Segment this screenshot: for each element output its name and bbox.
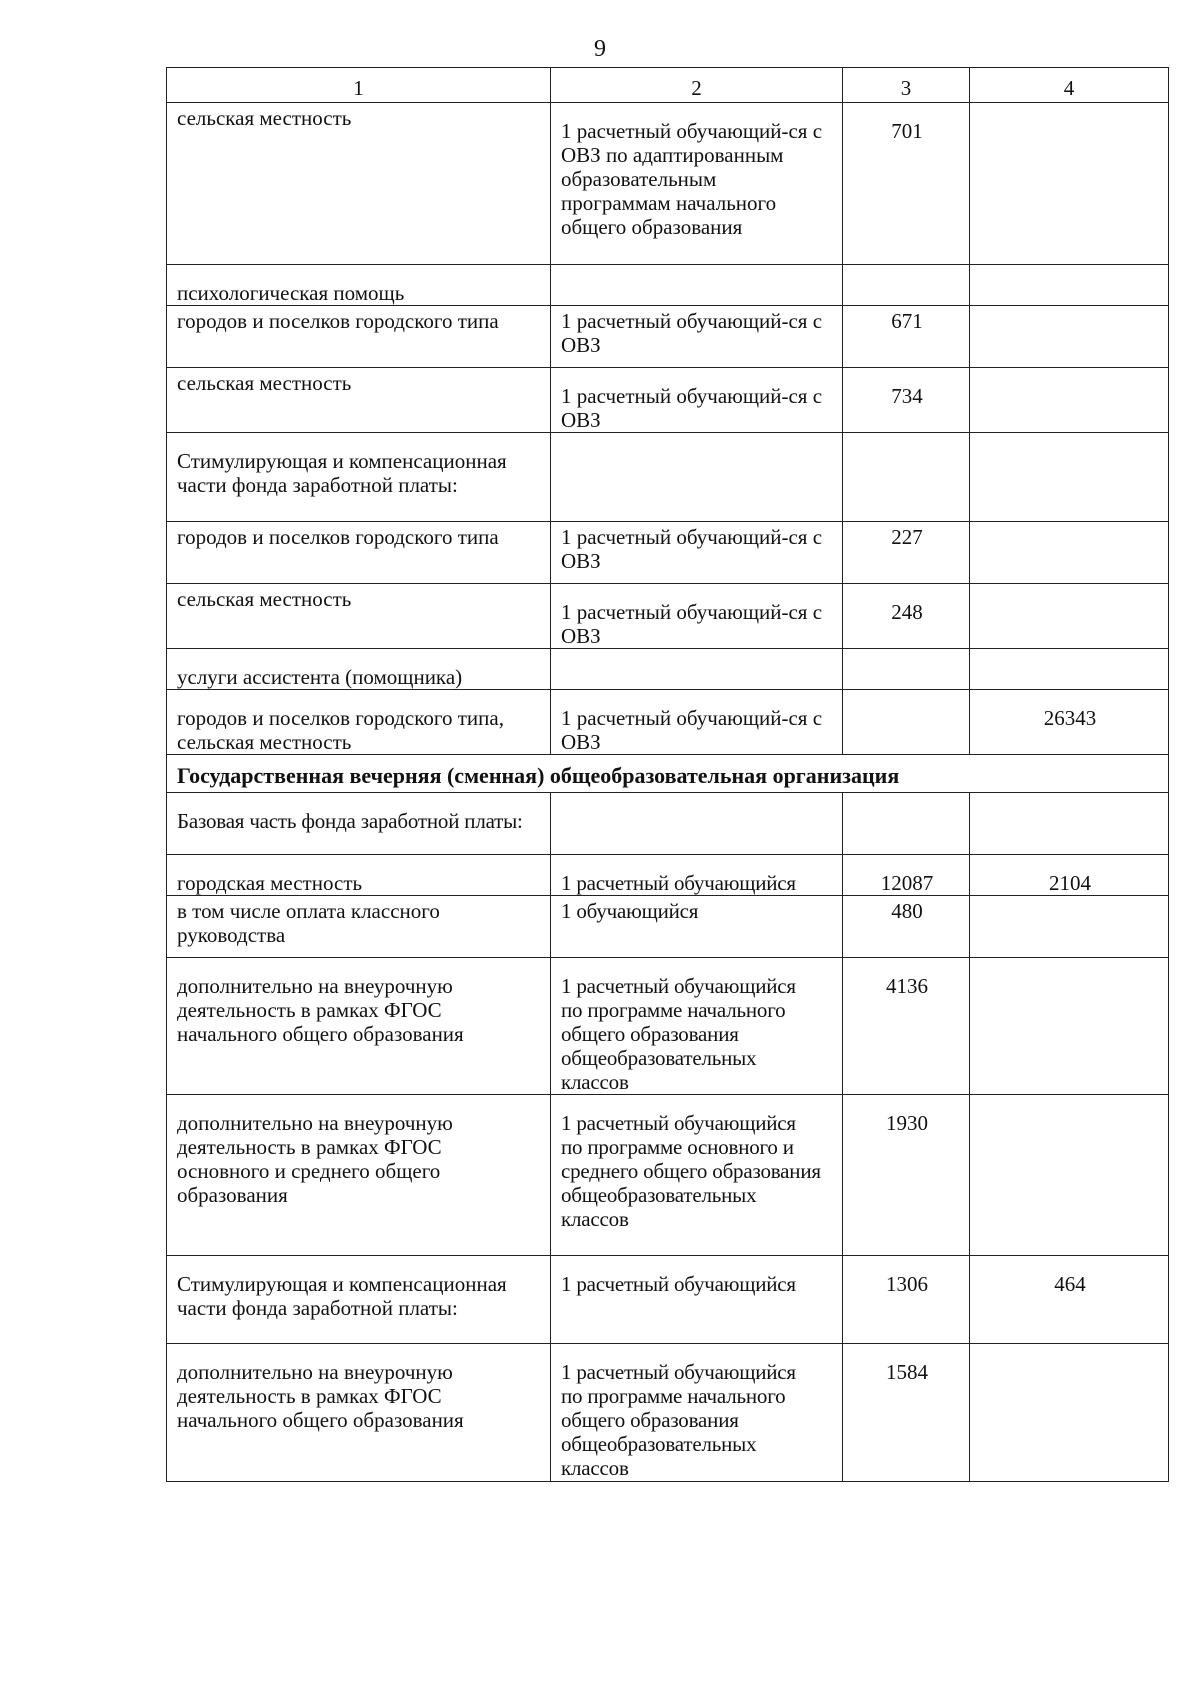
column-header: 3 <box>843 68 970 103</box>
table-cell-value <box>970 103 1169 265</box>
table-cell-category: психологическая помощь <box>167 265 551 306</box>
table-cell-value <box>843 433 970 522</box>
table-cell-category: Базовая часть фонда заработной платы: <box>167 793 551 855</box>
table-cell-category: Стимулирующая и компенсационная части фонда заработной платы: <box>167 433 551 522</box>
table-row <box>167 1344 1169 1482</box>
page-number: 9 <box>594 36 606 62</box>
table-row <box>167 690 1169 755</box>
table-row <box>167 584 1169 649</box>
table-cell-category: дополнительно на внеурочную деятельность в рамках ФГОС начального общего образования <box>167 958 551 1095</box>
table-cell-unit <box>551 649 843 690</box>
table-row <box>167 306 1169 368</box>
table-cell-value <box>843 793 970 855</box>
table-cell-unit: 1 расчетный обучающий-ся с ОВЗ <box>551 306 843 368</box>
unit-text: 1 расчетный обучающий-ся с ОВЗ по адаптированным образовательным программам начального общего образования <box>561 119 823 239</box>
table-cell-unit: 1 расчетный обучающийся по программе начального общего образования общеобразовательных классов <box>551 1344 843 1482</box>
table-cell-value <box>970 306 1169 368</box>
table-cell-unit: 1 расчетный обучающий-ся с ОВЗ <box>551 368 843 433</box>
table-cell-value: 464 <box>970 1256 1169 1344</box>
table-cell-value <box>970 368 1169 433</box>
section-row <box>167 755 1169 793</box>
table-cell-value: 2104 <box>970 855 1169 896</box>
table-cell-unit: 1 расчетный обучающийся по программе начального общего образования общеобразовательных классов <box>551 958 843 1095</box>
table-cell-value <box>970 522 1169 584</box>
table-cell-unit: 1 расчетный обучающий-ся с ОВЗ <box>551 522 843 584</box>
table-cell-value <box>970 433 1169 522</box>
funding-norms-table <box>166 67 1169 1482</box>
table-cell-value: 701 <box>843 103 970 265</box>
table-cell-category: сельская местность <box>167 584 551 649</box>
table-cell-category: городов и поселков городского типа, сельская местность <box>167 690 551 755</box>
table-row <box>167 522 1169 584</box>
table-cell-unit: 1 расчетный обучающийся по программе основного и среднего общего образования общеобразовательных классов <box>551 1095 843 1256</box>
table-cell-value: 12087 <box>843 855 970 896</box>
table-cell-value <box>970 1344 1169 1482</box>
table-cell-category: услуги ассистента (помощника) <box>167 649 551 690</box>
table-cell-value: 248 <box>843 584 970 649</box>
table-cell-value <box>843 690 970 755</box>
table-header-row <box>167 68 1169 103</box>
table-cell-value <box>970 265 1169 306</box>
table-row <box>167 958 1169 1095</box>
table-cell-unit: 1 расчетный обучающий-ся с ОВЗ <box>551 690 843 755</box>
table-row <box>167 1256 1169 1344</box>
table-cell-category: городская местность <box>167 855 551 896</box>
table-cell-value: 1584 <box>843 1344 970 1482</box>
table-cell-value <box>970 584 1169 649</box>
table-cell-value: 671 <box>843 306 970 368</box>
section-title: Государственная вечерняя (сменная) общеобразовательная организация <box>167 755 1169 793</box>
column-header: 2 <box>551 68 843 103</box>
table-cell-unit <box>551 103 843 265</box>
table-cell-value <box>970 958 1169 1095</box>
table-cell-category: дополнительно на внеурочную деятельность в рамках ФГОС основного и среднего общего образования <box>167 1095 551 1256</box>
table-cell-value: 1306 <box>843 1256 970 1344</box>
table-cell-value: 734 <box>843 368 970 433</box>
table-row <box>167 1095 1169 1256</box>
table-row <box>167 265 1169 306</box>
table-cell-value <box>843 265 970 306</box>
table-cell-value: 4136 <box>843 958 970 1095</box>
table-cell-unit: 1 расчетный обучающий-ся с ОВЗ <box>551 584 843 649</box>
table-row <box>167 368 1169 433</box>
table-cell-category: городов и поселков городского типа <box>167 306 551 368</box>
table-cell-value: 227 <box>843 522 970 584</box>
table-cell-value: 1930 <box>843 1095 970 1256</box>
table-row <box>167 649 1169 690</box>
table-cell-category: Стимулирующая и компенсационная части фонда заработной платы: <box>167 1256 551 1344</box>
table-cell-category: дополнительно на внеурочную деятельность в рамках ФГОС начального общего образования <box>167 1344 551 1482</box>
table-cell-unit: 1 расчетный обучающийся <box>551 1256 843 1344</box>
table-cell-value <box>970 793 1169 855</box>
column-header: 1 <box>167 68 551 103</box>
table-cell-unit: 1 обучающийся <box>551 896 843 958</box>
table-cell-category: в том числе оплата классного руководства <box>167 896 551 958</box>
table-row <box>167 855 1169 896</box>
table-cell-category: сельская местность <box>167 103 551 265</box>
table-row <box>167 103 1169 265</box>
table-cell-unit <box>551 265 843 306</box>
table-cell-unit: 1 расчетный обучающийся <box>551 855 843 896</box>
column-header: 4 <box>970 68 1169 103</box>
table-cell-category: сельская местность <box>167 368 551 433</box>
table-cell-value: 26343 <box>970 690 1169 755</box>
table-cell-unit <box>551 793 843 855</box>
table-cell-value <box>970 896 1169 958</box>
table-cell-value <box>970 649 1169 690</box>
table-cell-value <box>843 649 970 690</box>
table-row <box>167 896 1169 958</box>
table-cell-value: 480 <box>843 896 970 958</box>
table-cell-category: городов и поселков городского типа <box>167 522 551 584</box>
table-row <box>167 793 1169 855</box>
table-row <box>167 433 1169 522</box>
table-cell-unit <box>551 433 843 522</box>
table-cell-value <box>970 1095 1169 1256</box>
